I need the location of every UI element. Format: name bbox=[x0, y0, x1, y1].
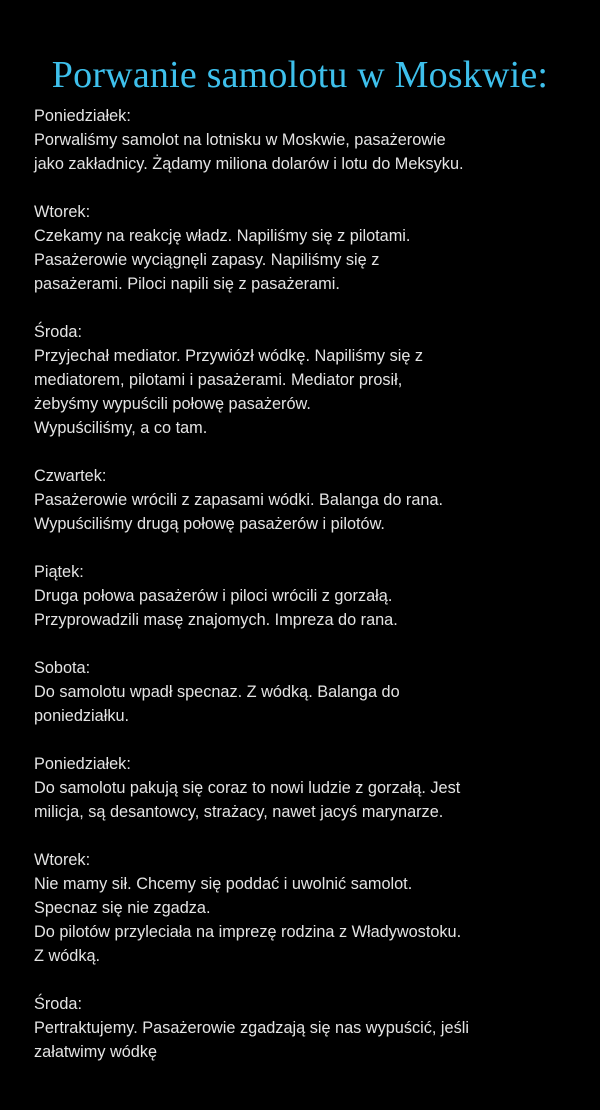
entry-text-line: Nie mamy sił. Chcemy się poddać i uwolnić samolot. bbox=[34, 875, 413, 893]
entry-text-line: Przyprowadzili masę znajomych. Impreza do rana. bbox=[34, 611, 398, 629]
entry-text-line: Pertraktujemy. Pasażerowie zgadzają się nas wypuścić, jeśli bbox=[34, 1019, 469, 1037]
entry-text-line: załatwimy wódkę bbox=[34, 1043, 158, 1061]
entry-text-line: Czekamy na reakcję władz. Napiliśmy się z pilotami. bbox=[34, 227, 411, 245]
entry-day-label: Wtorek: bbox=[34, 203, 91, 221]
entry-day-label: Czwartek: bbox=[34, 467, 107, 485]
entry-day-label: Środa: bbox=[34, 323, 82, 341]
diary-entry bbox=[34, 464, 594, 536]
entry-text-line: Do pilotów przyleciała na imprezę rodzina z Władywostoku. bbox=[34, 923, 462, 941]
entry-text-line: Z wódką. bbox=[34, 947, 101, 965]
entry-day-label: Poniedziałek: bbox=[34, 107, 131, 125]
entry-day-label: Środa: bbox=[34, 995, 82, 1013]
entry-text-line: Wypuściliśmy, a co tam. bbox=[34, 419, 208, 437]
diary-entry bbox=[34, 104, 594, 176]
entry-day-label: Piątek: bbox=[34, 563, 84, 581]
entry-day-label: Poniedziałek: bbox=[34, 755, 131, 773]
entry-text-line: Pasażerowie wyciągnęli zapasy. Napiliśmy się z bbox=[34, 251, 380, 269]
page-title: Porwanie samolotu w Moskwie: bbox=[51, 54, 549, 96]
entry-day-label: Wtorek: bbox=[34, 851, 91, 869]
entry-text-line: Wypuściliśmy drugą połowę pasażerów i pilotów. bbox=[34, 515, 385, 533]
diary-content bbox=[34, 104, 594, 1088]
entry-text-line: Specnaz się nie zgadza. bbox=[34, 899, 211, 917]
entry-text-line: pasażerami. Piloci napili się z pasażerami. bbox=[34, 275, 340, 293]
diary-entry bbox=[34, 848, 594, 968]
entry-text-line: mediatorem, pilotami i pasażerami. Mediator prosił, bbox=[34, 371, 403, 389]
entry-text-line: jako zakładnicy. Żądamy miliona dolarów i lotu do Meksyku. bbox=[34, 155, 464, 173]
entry-text-line: milicja, są desantowcy, strażacy, nawet jacyś marynarze. bbox=[34, 803, 444, 821]
diary-entry bbox=[34, 200, 594, 296]
diary-entry bbox=[34, 752, 594, 824]
entry-text-line: Do samolotu wpadł specnaz. Z wódką. Balanga do bbox=[34, 683, 400, 701]
entry-day-label: Sobota: bbox=[34, 659, 91, 677]
entry-text-line: Pasażerowie wrócili z zapasami wódki. Balanga do rana. bbox=[34, 491, 444, 509]
diary-entry bbox=[34, 992, 594, 1064]
entry-text-line: Przyjechał mediator. Przywiózł wódkę. Napiliśmy się z bbox=[34, 347, 424, 365]
entry-text-line: Druga połowa pasażerów i piloci wrócili z gorzałą. bbox=[34, 587, 393, 605]
entry-text-line: żebyśmy wypuścili połowę pasażerów. bbox=[34, 395, 311, 413]
entry-text-line: poniedziałku. bbox=[34, 707, 130, 725]
entry-text-line: Do samolotu pakują się coraz to nowi ludzie z gorzałą. Jest bbox=[34, 779, 461, 797]
diary-entry bbox=[34, 560, 594, 632]
diary-entry bbox=[34, 656, 594, 728]
diary-entry bbox=[34, 320, 594, 440]
entry-text-line: Porwaliśmy samolot na lotnisku w Moskwie, pasażerowie bbox=[34, 131, 446, 149]
